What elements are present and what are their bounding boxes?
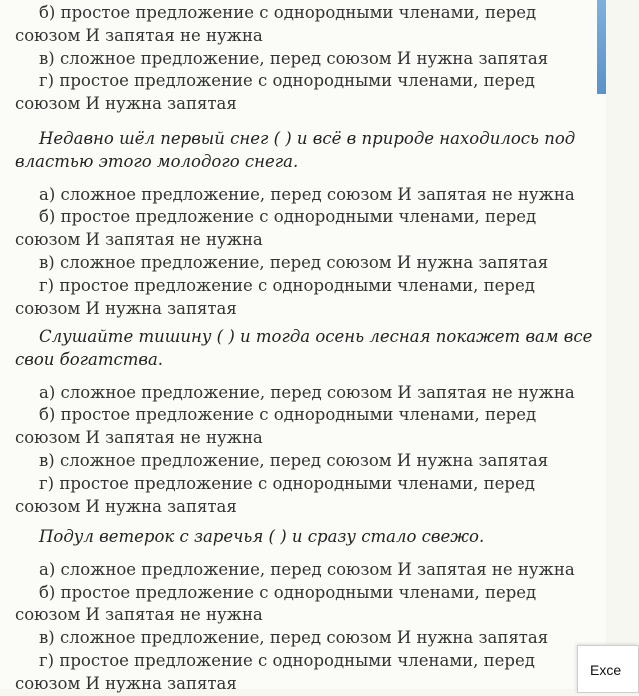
answer-a: а) сложное предложение, перед союзом И запятая не нужна xyxy=(39,382,575,402)
question-text: Недавно шёл первый снег ( ) и всё в природе находилось под властью этого молодого снега. xyxy=(15,129,576,171)
answer-g: г) простое предложение с однородными членами, перед союзом И нужна запятая xyxy=(15,650,541,693)
overlay-text: Exce xyxy=(590,662,622,678)
answer-v: в) сложное предложение, перед союзом И нужна запятая xyxy=(39,628,549,648)
answer-v: в) сложное предложение, перед союзом И нужна запятая xyxy=(39,48,549,68)
question-text: Подул ветерок с заречья ( ) и сразу стало свежо. xyxy=(39,527,485,546)
answer-b: б) простое предложение с однородными членами, перед союзом И запятая не нужна xyxy=(15,3,542,45)
question-group-3 xyxy=(15,326,595,518)
answer-b: б) простое предложение с однородными членами, перед союзом И запятая не нужна xyxy=(15,207,542,250)
answer-g: г) простое предложение с однородными членами, перед союзом И нужна запятая xyxy=(15,71,541,114)
question-group-4 xyxy=(15,526,595,696)
question-group-2 xyxy=(15,128,595,320)
question-text: Слушайте тишину ( ) и тогда осень лесная покажет вам все свои богатства. xyxy=(15,327,593,369)
answer-b: б) простое предложение с однородными членами, перед союзом И запятая не нужна xyxy=(15,582,542,625)
answer-b: б) простое предложение с однородными членами, перед союзом И запятая не нужна xyxy=(15,405,542,448)
answer-v: в) сложное предложение, перед союзом И нужна запятая xyxy=(39,252,549,272)
answer-v: в) сложное предложение, перед союзом И нужна запятая xyxy=(39,450,549,470)
answer-g: г) простое предложение с однородными членами, перед союзом И нужна запятая xyxy=(15,473,541,516)
question-group-1 xyxy=(15,2,595,116)
answer-a: а) сложное предложение, перед союзом И запятая не нужна xyxy=(39,184,575,204)
overlay-popup[interactable] xyxy=(577,645,639,693)
page-edge-strip xyxy=(597,0,606,94)
answer-g: г) простое предложение с однородными членами, перед союзом И нужна запятая xyxy=(15,275,541,318)
answer-a: а) сложное предложение, перед союзом И запятая не нужна xyxy=(39,559,575,579)
